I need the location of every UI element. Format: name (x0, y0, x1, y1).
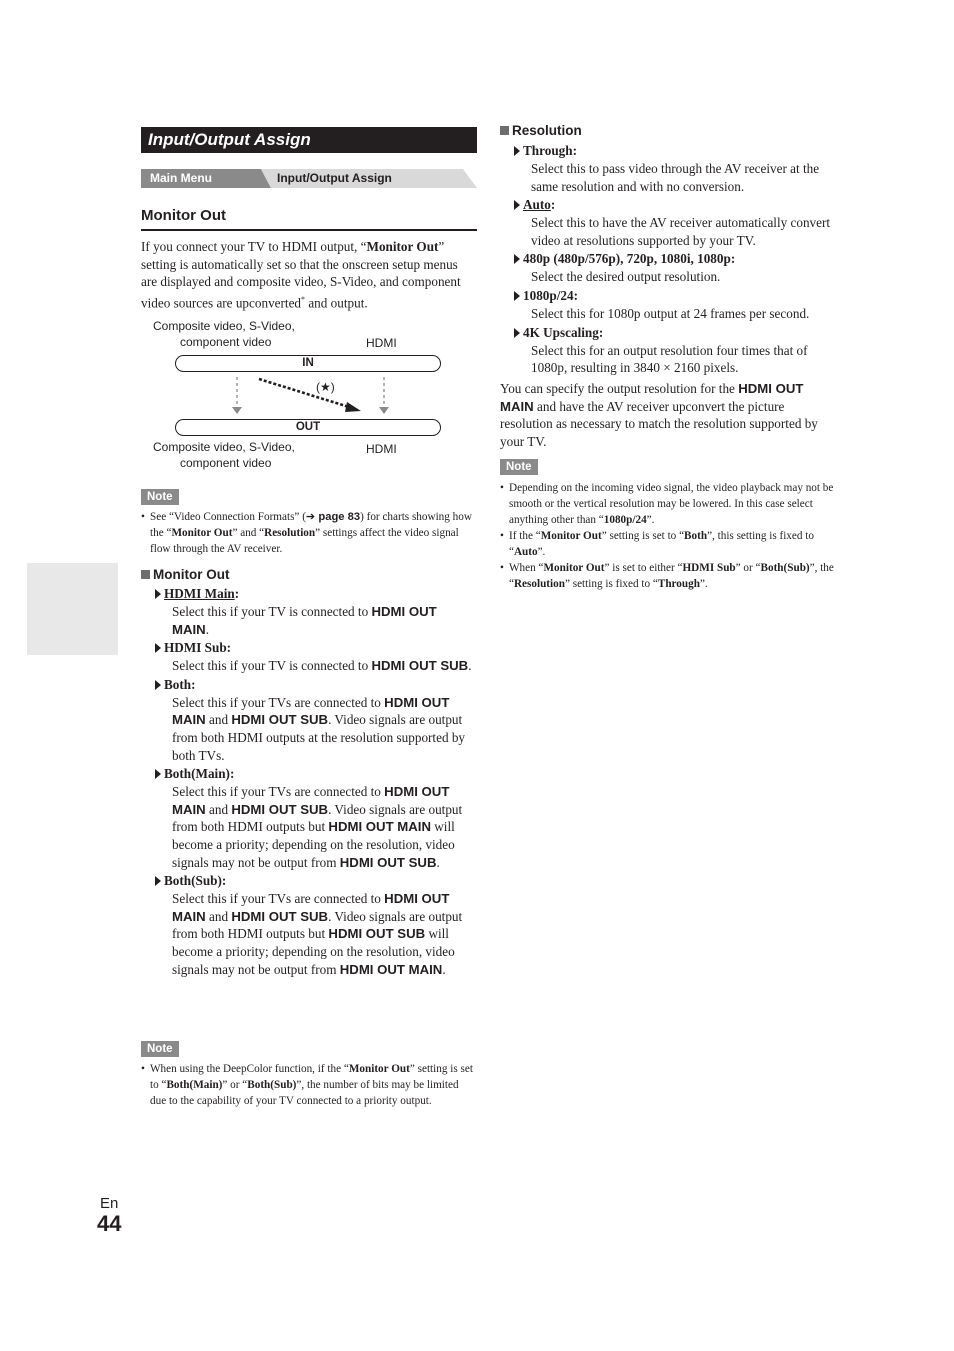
res-item-auto: Auto: (514, 196, 844, 214)
triangle-icon (155, 589, 161, 599)
triangle-icon (155, 680, 161, 690)
breadcrumb-sub: Input/Output Assign (277, 171, 392, 185)
note-badge: Note (141, 489, 179, 505)
breadcrumb (141, 169, 477, 188)
resolution-items (514, 142, 844, 377)
item-hdmi-main: HDMI Main: (155, 585, 477, 603)
res-item-4k-desc: Select this for an output resolution four times that of 1080p, resulting in 3840 × 2160 pixels. (531, 342, 808, 376)
diagram-bottom-right: HDMI (366, 442, 397, 456)
breadcrumb-main: Main Menu (150, 171, 212, 185)
diagram-bottom-left-2: component video (180, 456, 272, 470)
resolution-paragraph: You can specify the output resolution for the HDMI OUT MAIN and have the AV receiver upconvert the picture resolution as necessary to match the resolution supported by your TV. (500, 381, 818, 449)
note3-bullet-3: • When “Monitor Out” is set to either “HDMI Sub” or “Both(Sub)”, the “Resolution” setting is fixed to “Through”. (500, 562, 834, 590)
section-title-bar (141, 127, 477, 153)
res-item-1080p24-desc: Select this for 1080p output at 24 frames per second. (531, 305, 810, 321)
note3-bullet-1: • Depending on the incoming video signal, the video playback may not be smooth or the vertical resolution may be lowered. In this case select anything other than “1080p/24”. (500, 482, 834, 526)
res-item-1080p24: 1080p/24: (514, 287, 844, 305)
item-both-desc: Select this if your TVs are connected to HDMI OUT MAIN and HDMI OUT SUB. Video signals are output from both HDMI outputs at the resolution supported by both TVs. (172, 694, 466, 763)
item-both-main: Both(Main): (155, 765, 477, 783)
triangle-icon (514, 291, 520, 301)
triangle-icon (155, 643, 161, 653)
note2-bullet: • When using the DeepColor function, if the “Monitor Out” setting is set to “Both(Main)” or “Both(Sub)”, the number of bits may be limited due to the capability of your TV connected to a priority output. (141, 1063, 473, 1107)
diagram-top-left-1: Composite video, S-Video, (153, 319, 295, 333)
res-item-4k: 4K Upscaling: (514, 324, 844, 342)
diagram-star-label: (★) (316, 380, 335, 394)
triangle-icon (514, 200, 520, 210)
note-badge: Note (500, 459, 538, 475)
section-title: Input/Output Assign (148, 130, 311, 149)
triangle-icon (514, 146, 520, 156)
note3-bullet-2: • If the “Monitor Out” setting is set to “Both”, this setting is fixed to “Auto”. (500, 530, 814, 558)
note3-list (500, 480, 838, 592)
res-item-auto-desc: Select this to have the AV receiver automatically convert video at resolutions supported by your TV. (531, 215, 831, 248)
item-hdmi-main-desc: Select this if your TV is connected to HDMI OUT MAIN. (172, 604, 437, 637)
triangle-icon (514, 254, 520, 264)
diagram-top-right: HDMI (366, 336, 397, 350)
intro-paragraph: If you connect your TV to HDMI output, “Monitor Out” setting is automatically set so that the onscreen setup menus are displayed and composite video, S-Video, and component video sources are upconverted* and output. (141, 239, 461, 311)
heading-rule (141, 229, 477, 231)
monitor-out-section-heading: Monitor Out (141, 566, 229, 584)
item-hdmi-sub-desc: Select this if your TV is connected to HDMI OUT SUB. (172, 658, 472, 674)
diagram-arrows (141, 371, 477, 419)
triangle-icon (155, 876, 161, 886)
res-item-fixed-desc: Select the desired output resolution. (531, 269, 721, 285)
out-bar: OUT (175, 419, 441, 436)
res-item-through-desc: Select this to pass video through the AV receiver at the same resolution and with no conversion. (531, 161, 820, 194)
in-bar: IN (175, 355, 441, 372)
triangle-icon (514, 328, 520, 338)
item-both-main-desc: Select this if your TVs are connected to HDMI OUT MAIN and HDMI OUT SUB. Video signals are output from both HDMI outputs but HDMI OUT MAIN will become a priority; depending on the resolution, video signals may not be output from HDMI OUT SUB. (172, 784, 463, 870)
triangle-icon (155, 769, 161, 779)
res-item-through: Through: (514, 142, 844, 160)
diagram-top-left-2: component video (180, 335, 272, 349)
resolution-section-heading: Resolution (500, 122, 582, 140)
item-both-sub-desc: Select this if your TVs are connected to HDMI OUT MAIN and HDMI OUT SUB. Video signals are output from both HDMI outputs but HDMI OUT SUB will become a priority; depending on the resolution, video signals may not be output from HDMI OUT MAIN. (172, 891, 463, 977)
item-hdmi-sub: HDMI Sub: (155, 639, 477, 657)
item-both-sub: Both(Sub): (155, 872, 477, 890)
item-both: Both: (155, 676, 477, 694)
language-label: En (100, 1195, 119, 1212)
page-number: 44 (97, 1211, 122, 1236)
monitor-out-heading: Monitor Out (141, 207, 226, 224)
square-icon (141, 570, 150, 579)
res-item-fixed: 480p (480p/576p), 720p, 1080i, 1080p: (514, 250, 844, 268)
note1-bullet: • See “Video Connection Formats” (➔ page 83) for charts showing how the “Monitor Out” and “Resolution” settings affect the video signal flow through the AV receiver. (141, 511, 472, 555)
section-tab (27, 563, 118, 655)
signal-diagram (141, 316, 477, 476)
diagram-bottom-left-1: Composite video, S-Video, (153, 440, 295, 454)
monitor-out-items (155, 585, 477, 978)
note-badge: Note (141, 1041, 179, 1057)
square-icon (500, 126, 509, 135)
